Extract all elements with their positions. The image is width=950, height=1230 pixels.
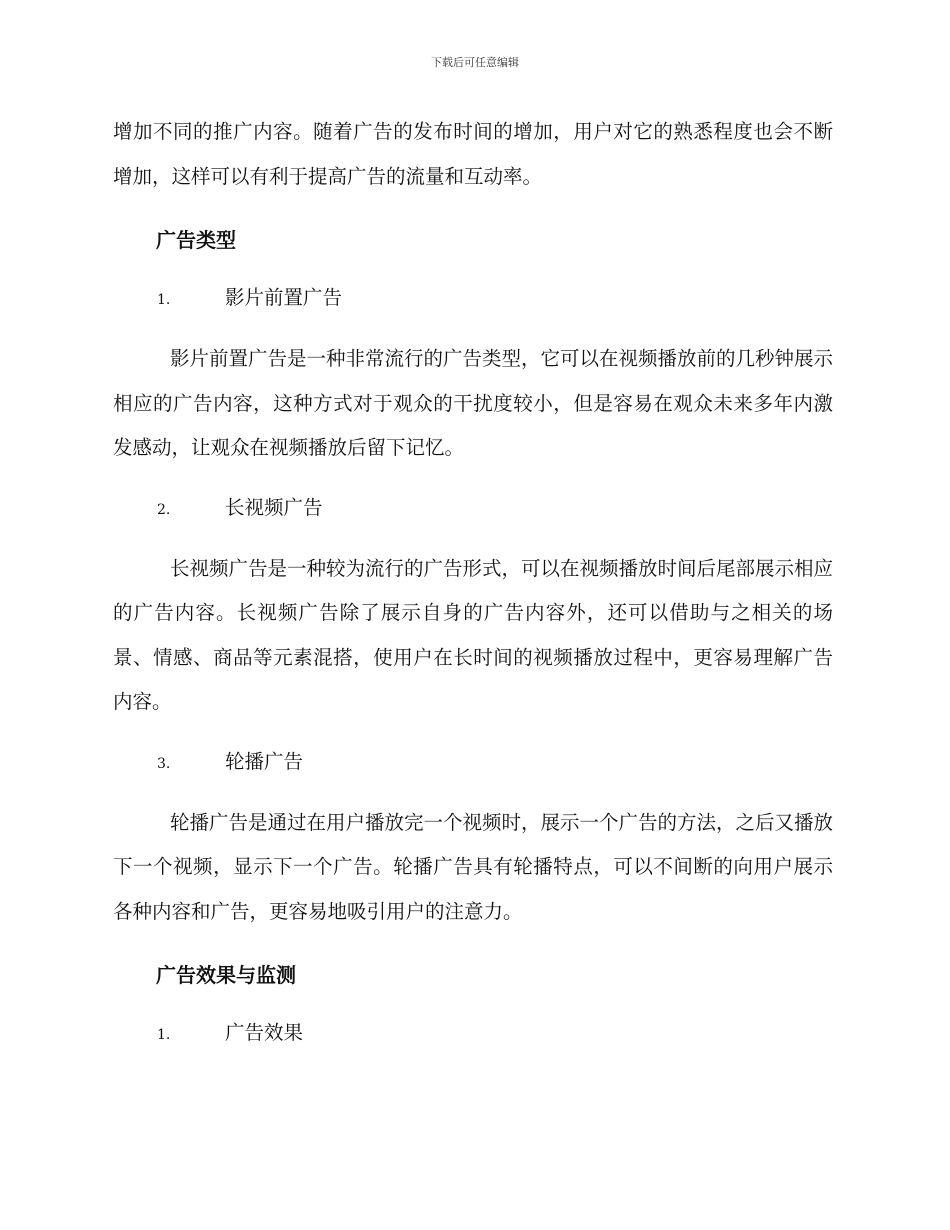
section-title-ad-types: 广告类型 (156, 228, 236, 252)
section-title-ad-effect: 广告效果与监测 (156, 963, 296, 987)
pre-roll-paragraph: 影片前置广告是一种非常流行的广告类型，它可以在视频播放前的几秒钟展示相应的广告内容，这种方式对于观众的干扰度较小，但是容易在观众未来多年内激发感动，让观众在视频播放后留下记忆。 (113, 347, 834, 459)
list-number: 1. (157, 1027, 171, 1043)
intro-paragraph: 增加不同的推广内容。随着广告的发布时间的增加，用户对它的熟悉程度也会不断增加，这样可以有利于提高广告的流量和互动率。 (113, 120, 833, 188)
document-body (113, 110, 833, 1050)
list-label: 广告效果 (225, 1021, 304, 1044)
list-item-long-video (113, 493, 833, 525)
list-number: 2. (157, 501, 171, 518)
list-label: 长视频广告 (225, 495, 323, 519)
list-item-pre-roll (113, 283, 833, 315)
long-video-paragraph: 长视频广告是一种较为流行的广告形式，可以在视频播放时间后尾部展示相应的广告内容。长视频广告除了展示自身的广告内容外，还可以借助与之相关的场景、情感、商品等元素混搭，使用户在长时间的视频播放过程中，更容易理解广告内容。 (113, 556, 834, 713)
list-item-carousel (113, 747, 833, 779)
list-number: 1. (157, 292, 171, 308)
carousel-paragraph: 轮播广告是通过在用户播放完一个视频时，展示一个广告的方法，之后又播放下一个视频，显示下一个广告。轮播广告具有轮播特点，可以不间断的向用户展示各种内容和广告，更容易地吸引用户的注意力。 (113, 810, 834, 923)
list-item-ad-effect (113, 1018, 833, 1050)
list-number: 3. (157, 755, 171, 772)
list-label: 轮播广告 (225, 749, 304, 773)
list-label: 影片前置广告 (225, 286, 343, 309)
page-header-note: 下载后可任意编辑 (431, 56, 519, 69)
